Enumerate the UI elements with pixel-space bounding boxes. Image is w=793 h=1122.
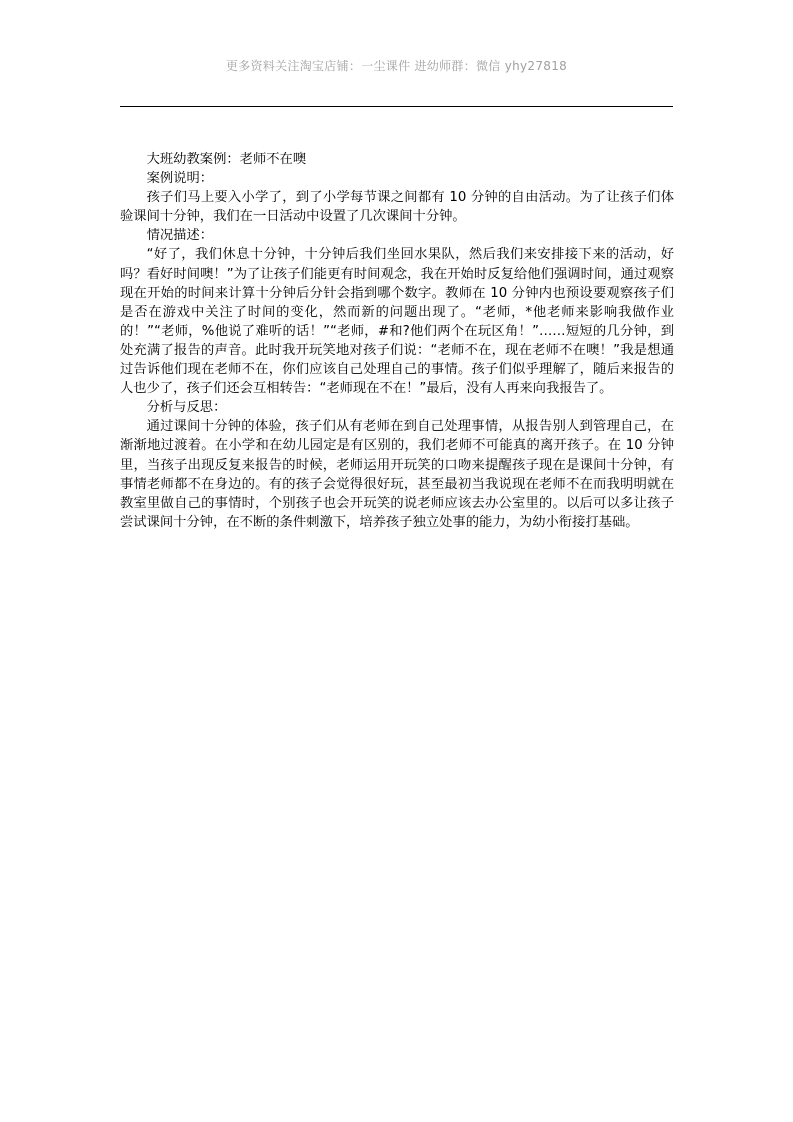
paragraph-case-description: 孩子们马上要入小学了，到了小学每节课之间都有 10 分钟的自由活动。为了让孩子们体验课间十分钟，我们在一日活动中设置了几次课间十分钟。 [120,190,674,225]
page-header: 更多资料关注淘宝店铺：一尘课件 进幼师群：微信 yhy27818 [225,59,568,73]
document-title: 大班幼教案例：老师不在噢 [146,152,307,167]
document-body [120,150,674,532]
section-heading-case-description: 案例说明： [146,171,214,187]
header-divider [120,106,673,107]
paragraph-analysis: 通过课间十分钟的体验，孩子们从有老师在到自己处理事情，从报告别人到管理自己，在渐渐地过渡着。在小学和在幼儿园定是有区别的，我们老师不可能真的离开孩子。在 10 分钟里，当孩子出现反复来报告的时候，老师运用开玩笑的口吻来提醒孩子现在是课间十分钟，有事情老师都不在身边的。有的孩子会觉得很好玩，甚至最初当我说现在老师不在而我明明就在教室里做自己的事情时，个别孩子也会开玩笑的说老师应该去办公室里的。以后可以多让孩子尝试课间十分钟，在不断的条件刺激下，培养孩子独立处事的能力，为幼小衔接打基础。 [120,419,674,530]
section-heading-analysis: 分析与反思： [146,400,227,416]
paragraph-situation: “好了，我们休息十分钟，十分钟后我们坐回水果队，然后我们来安排接下来的活动，好吗？看好时间噢！”为了让孩子们能更有时间观念，我在开始时反复给他们强调时间，通过观察现在开始的时间来计算十分钟后分针会指到哪个数字。教师在 10 分钟内也预设要观察孩子们是否在游戏中关注了时间的变化，然而新的问题出现了。“老师，*他老师来影响我做作业的！”“老师，%他说了难听的话！”“老师，#和?他们两个在玩区角！”……短短的几分钟，到处充满了报告的声音。此时我开玩笑地对孩子们说：“老师不在，现在老师不在噢！”我是想通过告诉他们现在老师不在，你们应该自己处理自己的事情。孩子们似乎理解了，随后来报告的人也少了，孩子们还会互相转告：“老师现在不在！”最后，没有人再来向我报告了。 [120,247,674,397]
section-heading-situation: 情况描述： [146,228,214,244]
